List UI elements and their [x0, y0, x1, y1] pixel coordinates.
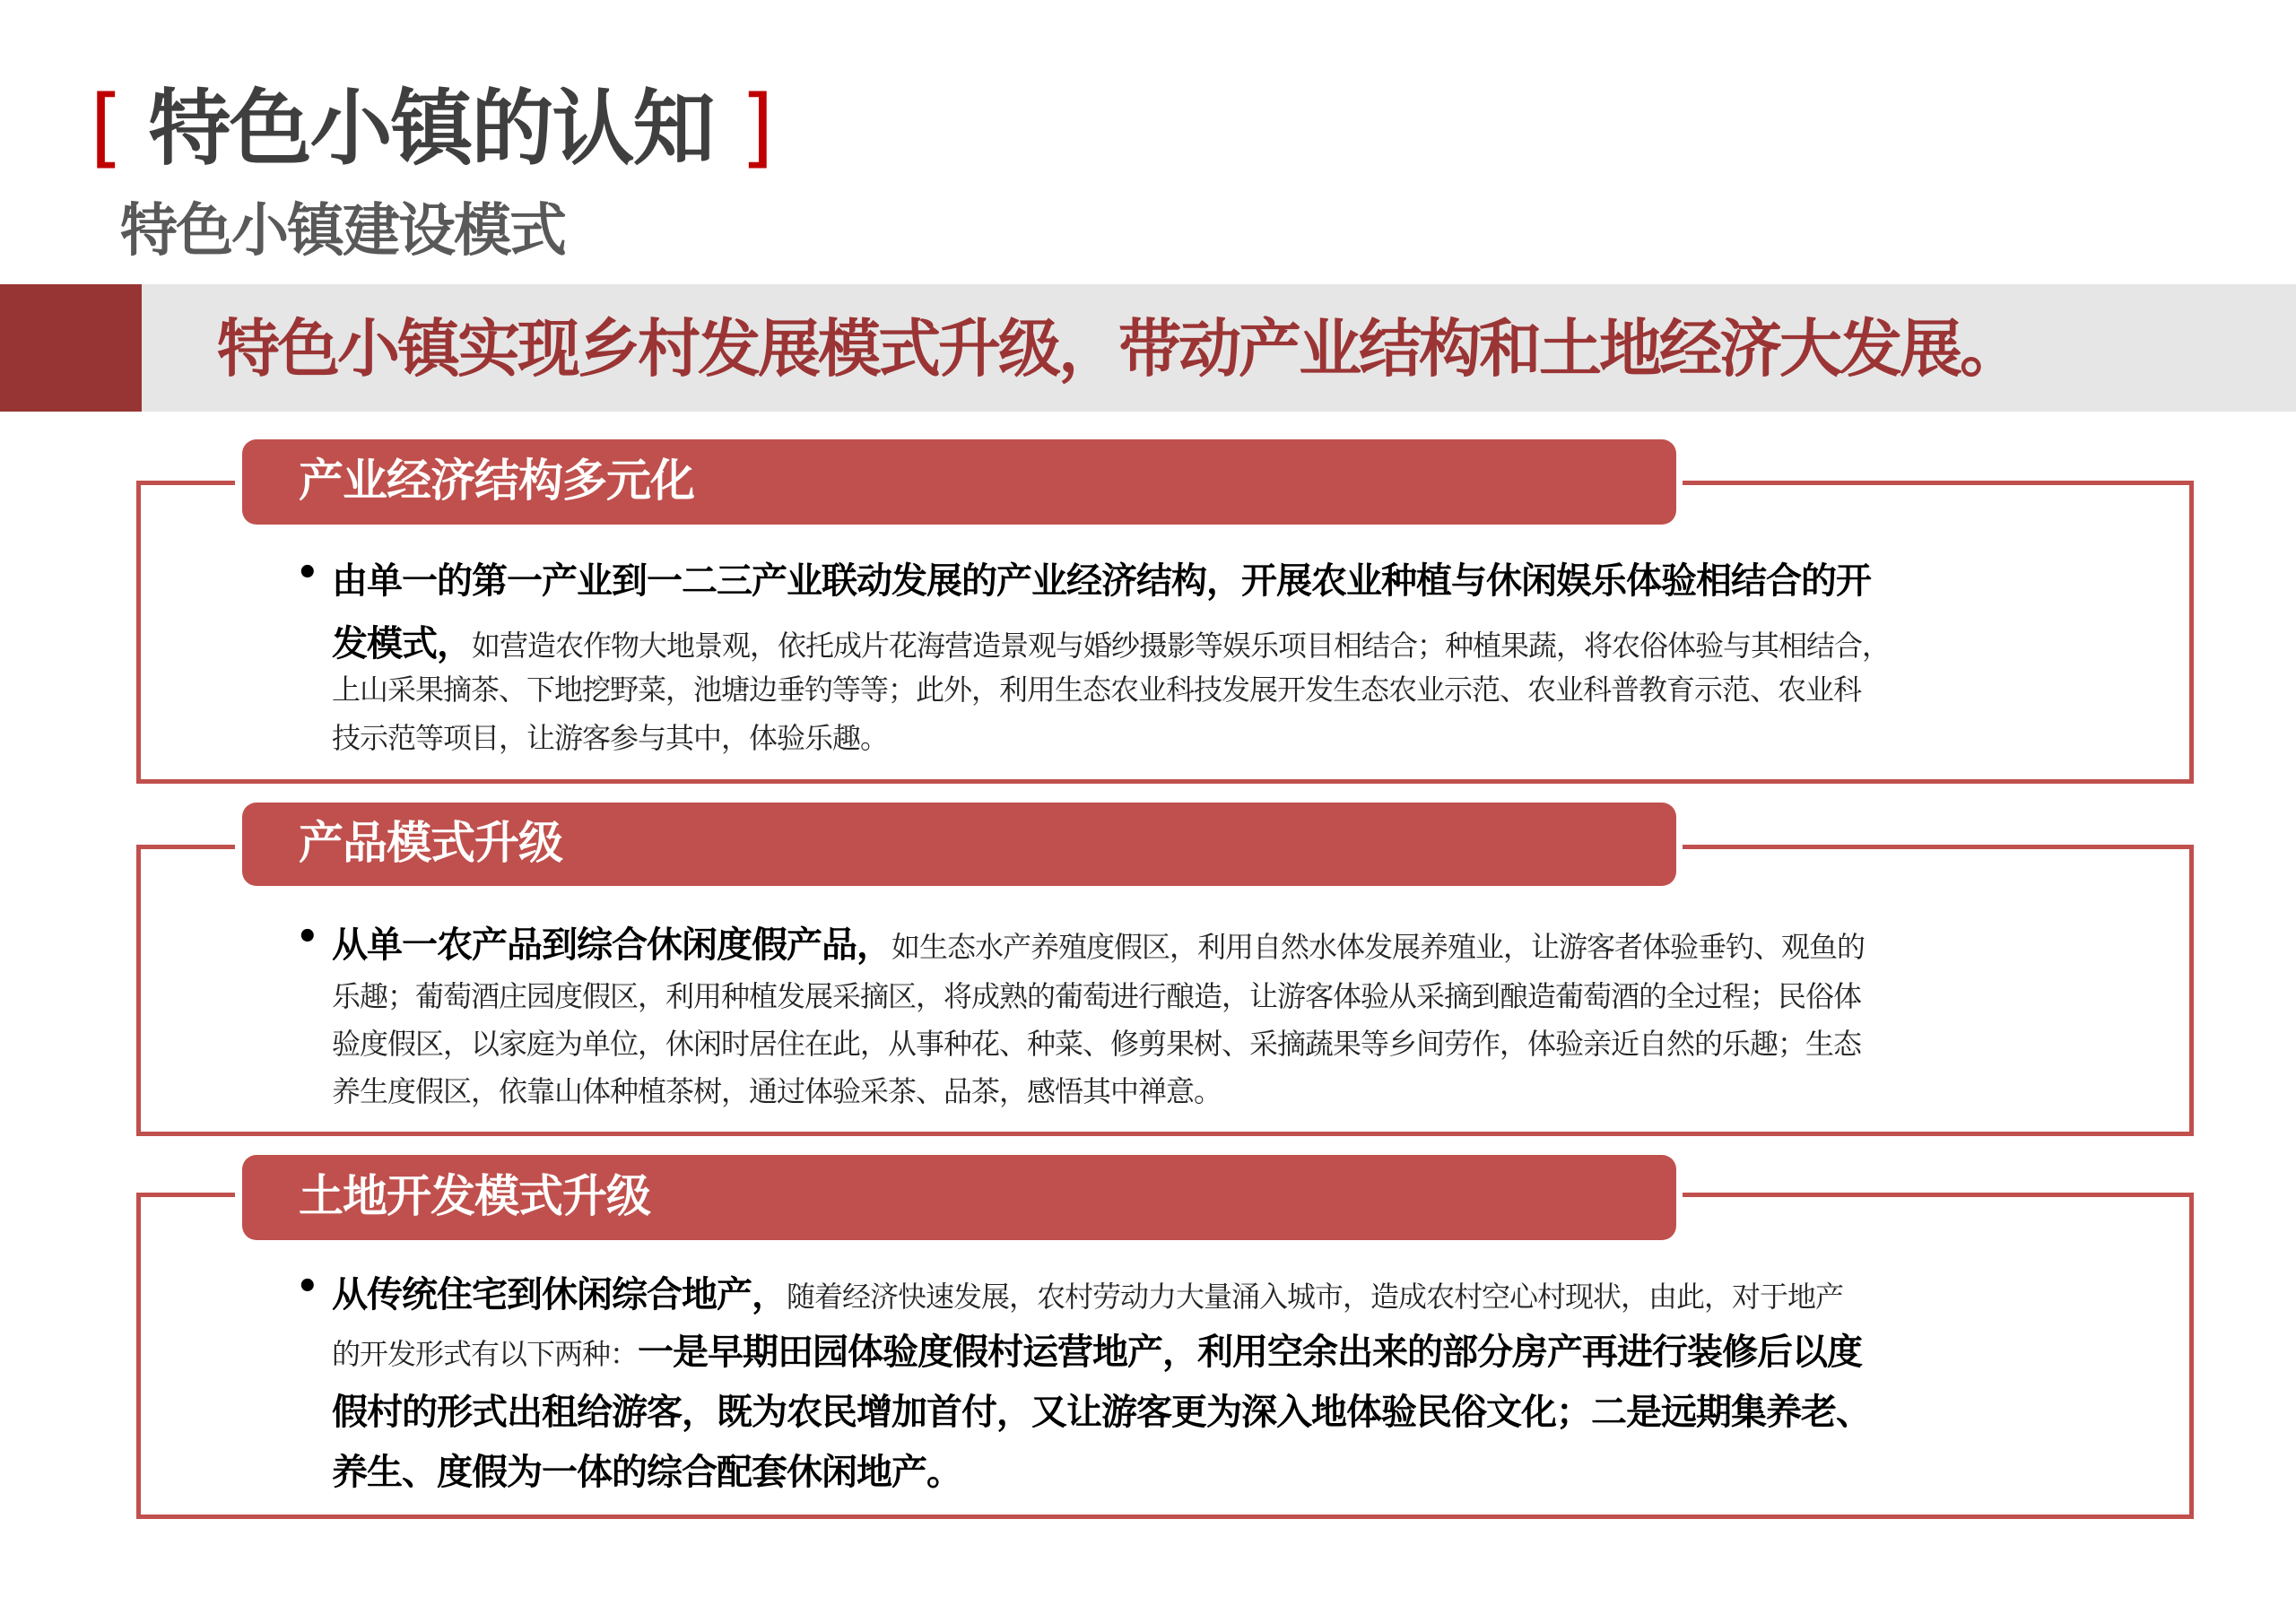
bullet-icon: •	[296, 1266, 319, 1307]
section-heading: 产业经济结构多元化	[299, 455, 694, 507]
page-title	[90, 77, 772, 178]
section-heading: 产品模式升级	[299, 817, 562, 869]
page-title-text: 特色小镇的认知	[148, 81, 714, 177]
section-line: 从单一农产品到综合休闲度假产品，如生态水产养殖度假区，利用自然水体发展养殖业，让游客者体验垂钓、观鱼的	[332, 924, 1866, 966]
section-line: 技示范等项目，让游客参与其中，体验乐趣。	[332, 721, 889, 755]
title-bracket-open: [	[90, 77, 122, 178]
page-subtitle: 特色小镇建设模式	[120, 198, 565, 265]
section-line: 上山采果摘茶、下地挖野菜，池塘边垂钓等等；此外，利用生态农业科技发展开发生态农业示范、农业科普教育示范、农业科	[332, 673, 1862, 707]
section-line: 养生度假区，依靠山体种植茶树，通过体验采茶、品茶，感悟其中禅意。	[332, 1074, 1222, 1108]
section-line: 发模式，如营造农作物大地景观，依托成片花海营造景观与婚纱摄影等娱乐项目相结合；种植果蔬，将农俗体验与其相结合，	[332, 623, 1891, 664]
section-line: 从传统住宅到休闲综合地产，随着经济快速发展，农村劳动力大量涌入城市，造成农村空心村现状，由此，对于地产	[332, 1274, 1844, 1315]
section-line: 养生、度假为一体的综合配套休闲地产。	[332, 1452, 961, 1493]
section-line: 由单一的第一产业到一二三产业联动发展的产业经济结构，开展农业种植与休闲娱乐体验相结合的开	[332, 560, 1871, 602]
section-heading: 土地开发模式升级	[299, 1170, 650, 1222]
bullet-icon: •	[296, 552, 319, 594]
banner-accent-block	[0, 284, 142, 412]
title-bracket-close: ]	[740, 77, 772, 178]
section-line: 的开发形式有以下两种：一是早期田园体验度假村运营地产，利用空余出来的部分房产再进行装修后以度	[332, 1332, 1863, 1373]
section-line: 乐趣；葡萄酒庄园度假区，利用种植发展采摘区，将成熟的葡萄进行酿造，让游客体验从采摘到酿造葡萄酒的全过程；民俗体	[332, 979, 1862, 1013]
section-tab-product	[242, 803, 1676, 886]
section-tab-industry	[242, 439, 1676, 525]
section-tab-land	[242, 1155, 1676, 1240]
headline-banner	[0, 284, 2296, 412]
section-line: 假村的形式出租给游客，既为农民增加首付，又让游客更为深入地体验民俗文化；二是远期集养老、	[332, 1392, 1871, 1433]
headline-text: 特色小镇实现乡村发展模式升级，带动产业结构和土地经济大发展。	[217, 312, 2020, 386]
section-line: 验度假区，以家庭为单位，休闲时居住在此，从事种花、种菜、修剪果树、采摘蔬果等乡间劳作，体验亲近自然的乐趣；生态	[332, 1027, 1862, 1061]
bullet-icon: •	[296, 916, 319, 958]
